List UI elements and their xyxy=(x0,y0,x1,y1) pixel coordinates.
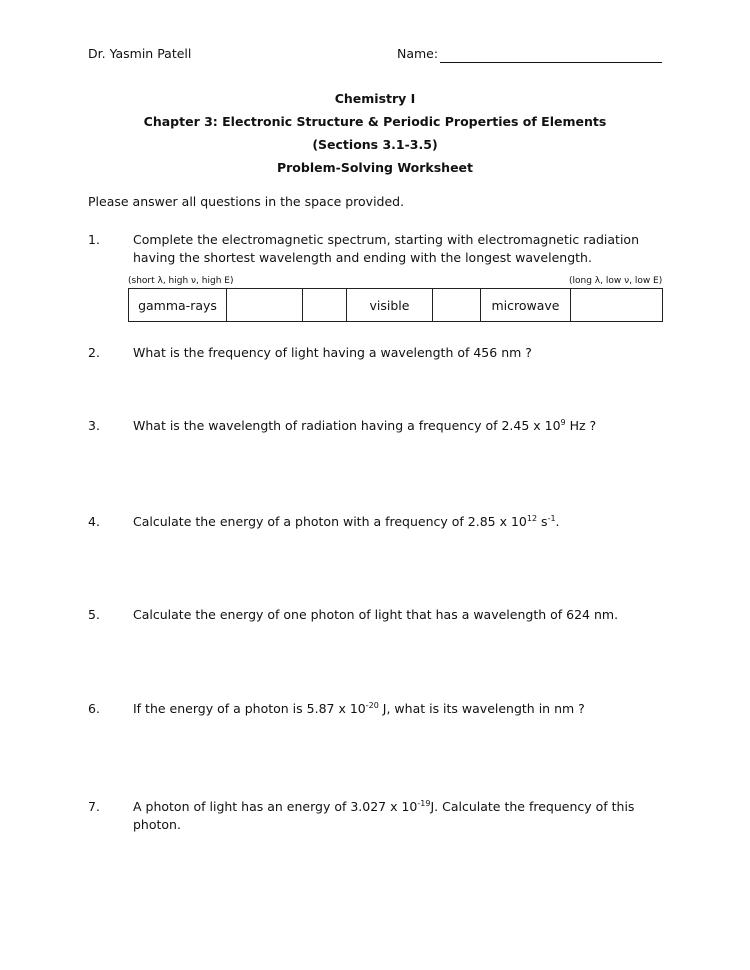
question-number: 7. xyxy=(88,799,100,814)
question-number: 2. xyxy=(88,345,100,360)
question-text: Complete the electromagnetic spectrum, starting with electromagnetic radiation xyxy=(133,232,640,247)
spectrum-left-label: (short λ, high ν, high E) xyxy=(128,276,234,286)
question-7 xyxy=(133,798,634,834)
exponent: -1 xyxy=(547,514,556,523)
course-title: Chemistry I xyxy=(334,91,416,106)
question-4 xyxy=(133,513,560,531)
question-text: having the shortest wavelength and ending with the longest wavelength. xyxy=(133,250,592,265)
name-blank[interactable] xyxy=(440,62,662,63)
spectrum-table xyxy=(128,288,663,322)
worksheet-title: Problem-Solving Worksheet xyxy=(276,160,474,175)
question-text: J, what is its wavelength in nm ? xyxy=(378,701,585,716)
question-text: What is the wavelength of radiation having a frequency of 2.45 x 10 xyxy=(133,418,561,433)
question-number: 3. xyxy=(88,418,100,433)
question-text: J. Calculate the frequency of this xyxy=(430,799,635,814)
exponent: -20 xyxy=(365,701,379,710)
question-text: s xyxy=(537,514,548,529)
question-text: . xyxy=(555,514,560,529)
question-text: photon. xyxy=(133,817,181,832)
spectrum-cell[interactable] xyxy=(433,289,481,322)
author: Dr. Yasmin Patell xyxy=(88,46,192,61)
question-1 xyxy=(133,231,639,267)
exponent: 9 xyxy=(560,418,566,427)
question-5: Calculate the energy of one photon of light that has a wavelength of 624 nm. xyxy=(133,607,619,622)
sections: (Sections 3.1-3.5) xyxy=(312,137,438,152)
question-text: A photon of light has an energy of 3.027 x 10 xyxy=(133,799,418,814)
question-text: Hz ? xyxy=(565,418,597,433)
spectrum-cell[interactable] xyxy=(227,289,303,322)
question-number: 5. xyxy=(88,607,100,622)
question-2: What is the frequency of light having a wavelength of 456 nm ? xyxy=(133,345,532,360)
spectrum-cell[interactable] xyxy=(303,289,347,322)
instructions: Please answer all questions in the space provided. xyxy=(88,194,405,209)
question-3 xyxy=(133,417,596,435)
chapter-title: Chapter 3: Electronic Structure & Periodic Properties of Elements xyxy=(143,114,607,129)
spectrum-right-label: (long λ, low ν, low E) xyxy=(569,276,663,286)
question-number: 6. xyxy=(88,701,100,716)
spectrum-cell: microwave xyxy=(481,289,571,322)
question-number: 1. xyxy=(88,232,100,247)
question-number: 4. xyxy=(88,514,100,529)
question-text: Calculate the energy of a photon with a frequency of 2.85 x 10 xyxy=(133,514,527,529)
spectrum-cell: gamma-rays xyxy=(129,289,227,322)
spectrum-cell: visible xyxy=(347,289,433,322)
exponent: -19 xyxy=(417,799,431,808)
question-6 xyxy=(133,700,585,718)
name-label: Name: xyxy=(397,46,439,61)
exponent: 12 xyxy=(526,514,538,523)
question-text: If the energy of a photon is 5.87 x 10 xyxy=(133,701,366,716)
spectrum-cell[interactable] xyxy=(571,289,663,322)
